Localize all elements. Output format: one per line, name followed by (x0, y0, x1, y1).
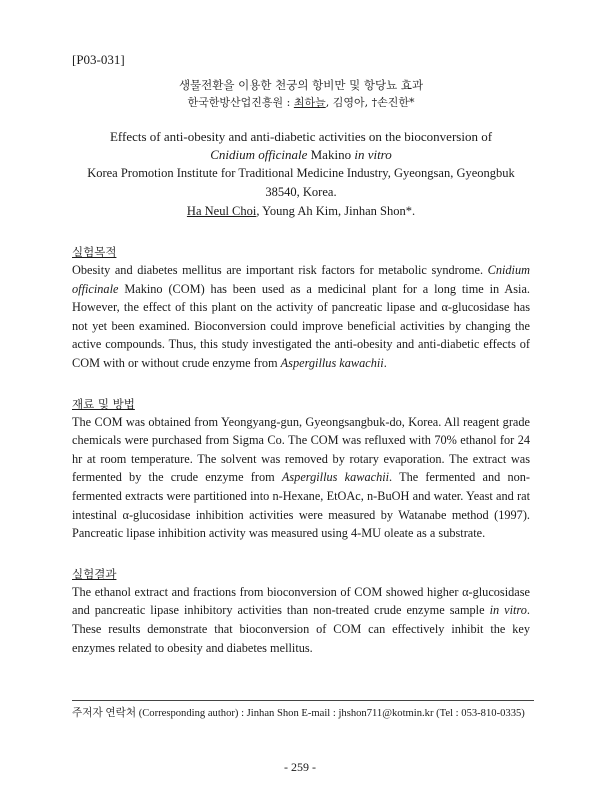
english-affiliation-line1: Korea Promotion Institute for Traditional Medicine Industry, Gyeongsan, Gyeongbuk (87, 166, 515, 180)
english-title-species: Cnidium officinale (210, 147, 308, 162)
footer-divider (72, 700, 534, 701)
purpose-organism: Aspergillus kawachii (280, 355, 384, 370)
results-text-2: . These results demonstrate that bioconversion of COM can effectively inhibit the key enzymes related to obesity and diabetes mellitus. (72, 603, 530, 655)
korean-title: 생물전환을 이용한 천궁의 항비만 및 항당뇨 효과 (178, 78, 424, 92)
english-title-line1: Effects of anti-obesity and anti-diabetic activities on the bioconversion of (109, 129, 493, 144)
results-section (72, 565, 530, 657)
footer (72, 700, 534, 721)
methods-paragraph (72, 413, 530, 543)
english-affiliation-line2: 38540, Korea. (265, 185, 337, 199)
korean-affiliation (72, 94, 530, 112)
results-paragraph (72, 583, 530, 657)
page-number: - 259 - (284, 760, 316, 774)
english-presenting-author: Ha Neul Choi (186, 204, 257, 218)
purpose-text-2: Makino (COM) has been used as a medicinal plant for a long time in Asia. However, the effect of this plant on the activity of pancreatic lipase and α-glucosidase has not yet been examined. Bioconversion could improve beneficial activities by changing the active compounds. Thus, this study investigated the anti-obesity and anti-diabetic effects of COM with or without crude enzyme from (72, 281, 530, 370)
korean-other-authors: , 김영아, †손진한* (325, 96, 415, 109)
results-heading: 실험결과 (72, 566, 117, 581)
results-text-1: The ethanol extract and fractions from bioconversion of COM showed higher α-glucosidase and pancreatic lipase inhibitory activities than non-treated crude enzyme sample (72, 584, 530, 618)
purpose-species: Cnidium officinale (72, 263, 530, 296)
corresponding-author-note: 주저자 연락처 (Corresponding author) : Jinhan Shon E-mail : jhshon711@kotmin.kr (Tel : 053-810-0335) (72, 708, 525, 719)
english-other-authors: , Young Ah Kim, Jinhan Shon*. (256, 204, 416, 218)
korean-presenting-author: 최하늘 (293, 96, 326, 109)
results-in-vitro: in vitro (489, 603, 527, 618)
english-title-makino: Makino (307, 147, 355, 162)
english-authors (72, 202, 530, 221)
purpose-section (72, 243, 530, 373)
purpose-text-1: Obesity and diabetes mellitus are important risk factors for metabolic syndrome. (72, 263, 488, 277)
english-title-in-vitro: in vitro (354, 147, 392, 162)
abstract-page (72, 52, 530, 657)
english-title (72, 128, 530, 164)
english-affiliation (72, 164, 530, 202)
methods-text-2: . The fermented and non-fermented extracts were partitioned into n-Hexane, EtOAc, n-BuOH and water. Yeast and rat intestinal α-glucosidase inhibition activities were measured by Watanabe method (1997). Pancreatic lipase inhibition activity was measured using 4-MU oleate as a substrate. (72, 470, 530, 541)
methods-heading: 재료 및 방법 (72, 396, 135, 411)
abstract-code: [P03-031] (72, 52, 125, 67)
korean-affiliation-prefix: 한국한방산업진흥원 : (187, 96, 294, 109)
methods-section (72, 395, 530, 543)
english-title-line2 (72, 146, 530, 164)
purpose-paragraph (72, 261, 530, 373)
methods-organism: Aspergillus kawachii (281, 470, 390, 485)
purpose-heading: 실험목적 (72, 245, 117, 259)
purpose-text-3: . (383, 355, 387, 370)
methods-text-1: The COM was obtained from Yeongyang-gun, Gyeongsangbuk-do, Korea. All reagent grade chemicals were purchased from Sigma Co. The COM was refluxed with 70% ethanol for 24 hr at room temperature. The solvent was removed by rotary evaporation. The extract was fermented by the crude enzyme from (72, 414, 530, 485)
